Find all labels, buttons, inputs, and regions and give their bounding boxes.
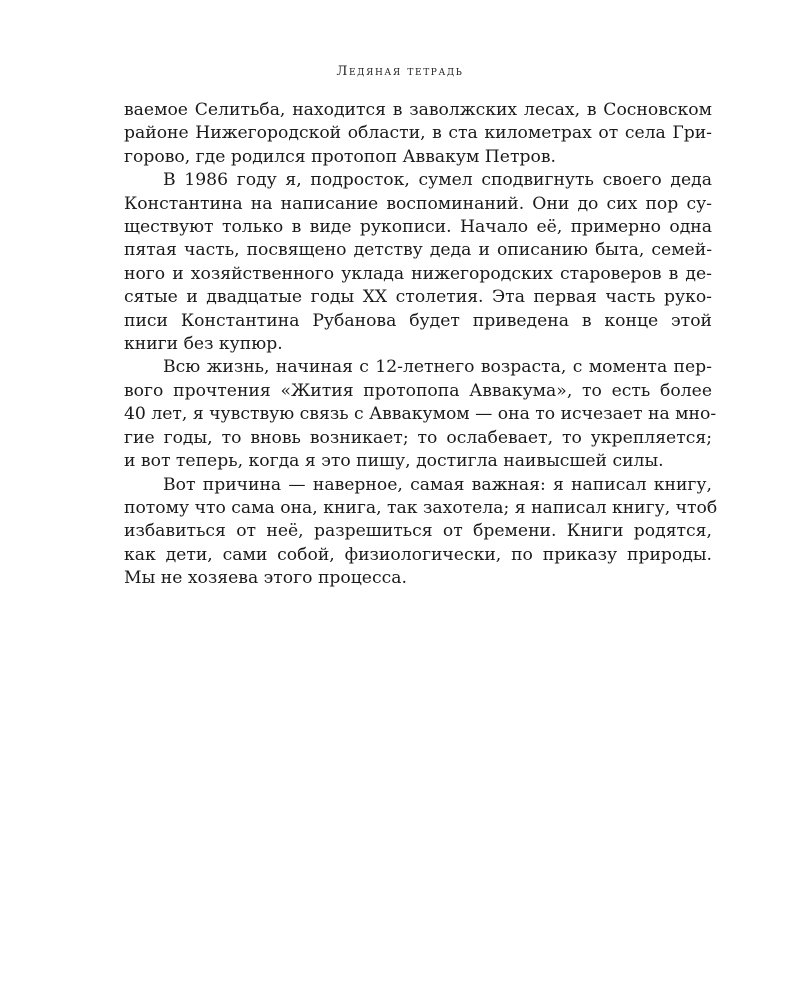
paragraph-2: [124, 169, 712, 356]
text-line: сятые и двадцатые годы XX столетия. Эта первая часть руко-: [124, 287, 712, 308]
body-text: [124, 99, 718, 591]
running-head: Ледяная тетрадь: [336, 64, 464, 79]
text-line: Мы не хозяева этого процесса.: [124, 568, 407, 589]
text-line: Всю жизнь, начиная с 12-летнего возраста, с момента пер-: [163, 357, 712, 378]
text-line: ного и хозяйственного уклада нижегородских староверов в де-: [124, 263, 712, 284]
text-line: как дети, сами собой, физиологически, по приказу природы.: [124, 544, 712, 565]
text-line: и вот теперь, когда я это пишу, достигла наивысшей силы.: [124, 451, 664, 472]
text-line: В 1986 году я, подросток, сумел сподвигнуть своего деда: [163, 170, 712, 191]
text-line: Константина на написание воспоминаний. Они до сих пор су-: [124, 193, 712, 214]
paragraph-4: [124, 474, 718, 591]
text-line: избавиться от неё, разрешиться от бремени. Книги родятся,: [124, 521, 712, 542]
text-line: ществуют только в виде рукописи. Начало её, примерно одна: [124, 217, 712, 238]
text-line: писи Константина Рубанова будет приведена в конце этой: [124, 310, 712, 331]
text-line: потому что сама она, книга, так захотела; я написал книгу, чтоб: [124, 497, 718, 518]
text-line: Вот причина — наверное, самая важная: я написал книгу,: [163, 474, 712, 495]
paragraph-3: [124, 356, 717, 473]
text-line: вого прочтения «Жития протопопа Аввакума», то есть более: [124, 380, 712, 401]
text-line: 40 лет, я чувствую связь с Аввакумом — она то исчезает на мно-: [124, 404, 717, 425]
text-line: районе Нижегородской области, в ста километрах от села Гри-: [124, 123, 712, 144]
text-line: пятая часть, посвящено детству деда и описанию быта, семей-: [124, 240, 712, 261]
text-line: горово, где родился протопоп Аввакум Петров.: [124, 146, 556, 167]
text-line: книги без купюр.: [124, 334, 283, 355]
text-line: ваемое Селитьба, находится в заволжских лесах, в Сосновском: [124, 100, 712, 120]
text-line: гие годы, то вновь возникает; то ослабевает, то укрепляется;: [124, 427, 712, 448]
paragraph-1: [124, 99, 712, 169]
